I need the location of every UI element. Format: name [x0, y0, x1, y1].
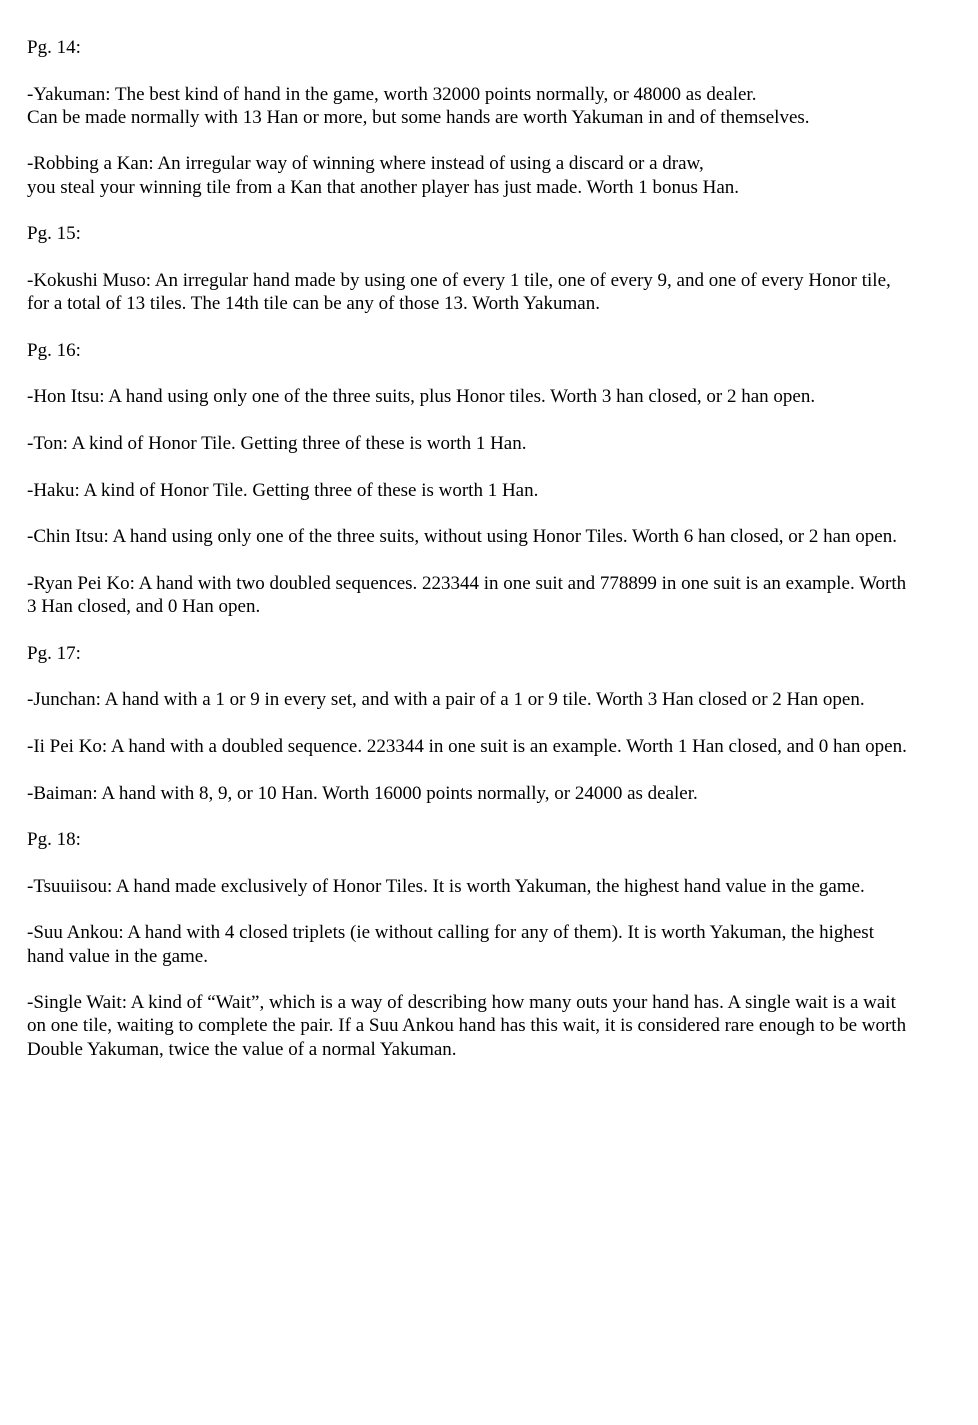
entry-haku: -Haku: A kind of Honor Tile. Getting three of these is worth 1 Han. — [27, 479, 539, 501]
page-heading-15: Pg. 15: — [27, 223, 81, 245]
document-page — [27, 36, 947, 1084]
page-heading-17: Pg. 17: — [27, 642, 81, 664]
entry-single-wait: -Single Wait: A kind of “Wait”, which is a way of describing how many outs your hand has. A single wait is a wait on one tile, waiting to complete the pair. If a Suu Ankou hand has this wait, it is considered rare enough to be worth Double Yakuman, twice the value of a normal Yakuman. — [27, 992, 907, 1060]
page-heading-14: Pg. 14: — [27, 37, 81, 58]
page-heading-16: Pg. 16: — [27, 339, 81, 361]
entry-yakuman: -Yakuman: The best kind of hand in the game, worth 32000 points normally, or 48000 as dealer. Can be made normally with 13 Han or more, but some hands are worth Yakuman in and of themselves. — [27, 83, 810, 128]
entry-robbing-a-kan: -Robbing a Kan: An irregular way of winning where instead of using a discard or a draw, you steal your winning tile from a Kan that another player has just made. Worth 1 bonus Han. — [27, 153, 740, 198]
entry-ryan-pei-ko: -Ryan Pei Ko: A hand with two doubled sequences. 223344 in one suit and 778899 in one suit is an example. Worth 3 Han closed, and 0 Han open. — [27, 572, 907, 618]
page-heading-18: Pg. 18: — [27, 829, 81, 851]
entry-ton: -Ton: A kind of Honor Tile. Getting three of these is worth 1 Han. — [27, 433, 527, 455]
entry-junchan: -Junchan: A hand with a 1 or 9 in every set, and with a pair of a 1 or 9 tile. Worth 3 Han closed or 2 Han open. — [27, 689, 865, 711]
entry-kokushi-muso: -Kokushi Muso: An irregular hand made by using one of every 1 tile, one of every 9, and one of every Honor tile, for a total of 13 tiles. The 14th tile can be any of those 13. Worth Yakuman. — [27, 269, 891, 315]
entry-chin-itsu: -Chin Itsu: A hand using only one of the three suits, without using Honor Tiles. Worth 6 han closed, or 2 han open. — [27, 526, 897, 548]
entry-tsuuiisou: -Tsuuiisou: A hand made exclusively of Honor Tiles. It is worth Yakuman, the highest hand value in the game. — [27, 875, 865, 897]
entry-ii-pei-ko: -Ii Pei Ko: A hand with a doubled sequence. 223344 in one suit is an example. Worth 1 Han closed, and 0 han open. — [27, 735, 907, 757]
entry-suu-ankou: -Suu Ankou: A hand with 4 closed triplets (ie without calling for any of them). It is worth Yakuman, the highest hand value in the game. — [27, 922, 874, 967]
entry-baiman: -Baiman: A hand with 8, 9, or 10 Han. Worth 16000 points normally, or 24000 as dealer. — [27, 782, 698, 804]
entry-hon-itsu: -Hon Itsu: A hand using only one of the three suits, plus Honor tiles. Worth 3 han closed, or 2 han open. — [27, 386, 816, 408]
